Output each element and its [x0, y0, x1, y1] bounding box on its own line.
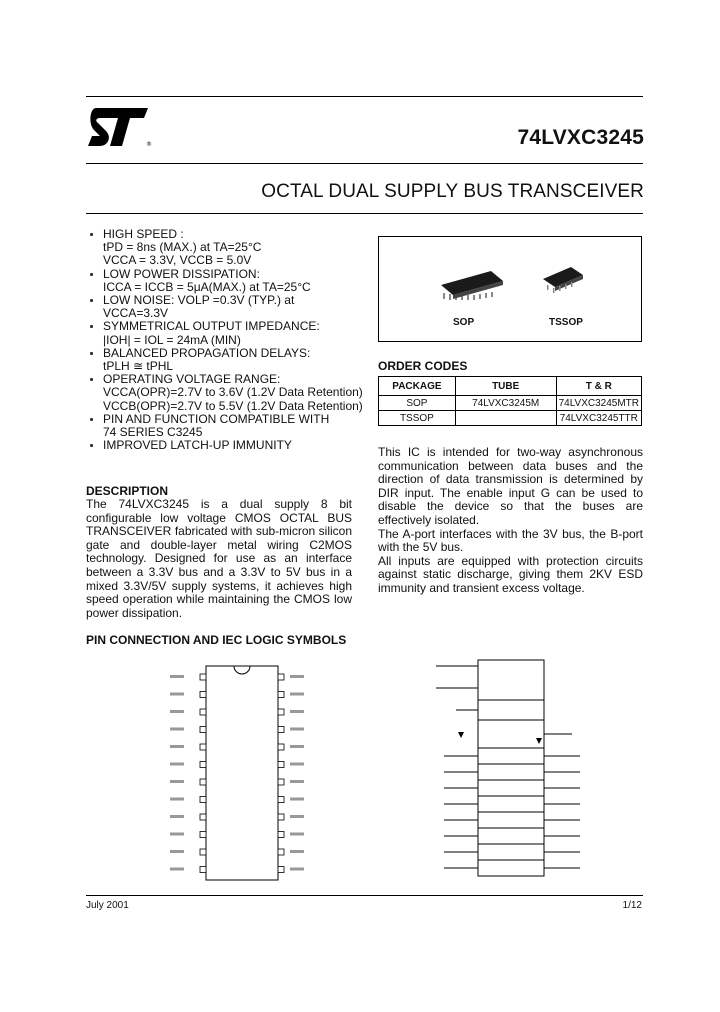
feature-list	[88, 228, 373, 452]
bullet-icon	[90, 444, 93, 447]
right-description	[378, 446, 643, 596]
pin-square	[278, 674, 284, 680]
feature-line: SYMMETRICAL OUTPUT IMPEDANCE:	[103, 319, 320, 334]
pin-square	[200, 762, 206, 768]
pin-label-mark	[290, 745, 304, 748]
st-logo	[86, 104, 154, 150]
pin-label-mark	[290, 728, 304, 731]
package-illustration	[378, 236, 642, 342]
description-heading: DESCRIPTION	[86, 484, 169, 498]
bullet-icon	[90, 352, 93, 355]
feature-line: LOW POWER DISSIPATION:	[103, 266, 260, 281]
pin-square	[200, 709, 206, 715]
feature-line: |IOH| = IOL = 24mA (MIN)	[103, 332, 241, 347]
feature-item	[88, 320, 373, 346]
pin-label-mark	[170, 710, 184, 713]
column-header: T & R	[556, 377, 641, 396]
feature-line: LOW NOISE: VOLP =0.3V (TYP.) at	[103, 293, 295, 308]
feature-line: tPLH ≅ tPHL	[103, 359, 174, 374]
pin-square	[200, 744, 206, 750]
pin-label-mark	[170, 868, 184, 871]
feature-item	[88, 268, 373, 294]
feature-line: VCCA = 3.3V, VCCB = 5.0V	[103, 253, 252, 268]
pin-square	[278, 692, 284, 698]
table-cell: TSSOP	[379, 411, 456, 426]
bullet-icon	[90, 233, 93, 236]
pin-label-mark	[170, 693, 184, 696]
svg-text:®: ®	[146, 141, 152, 148]
pin-square	[200, 779, 206, 785]
feature-line: VCCB(OPR)=2.7V to 5.5V (1.2V Data Retention)	[103, 398, 363, 413]
table-row	[379, 396, 642, 411]
pin-label-mark	[290, 780, 304, 783]
feature-line: OPERATING VOLTAGE RANGE:	[103, 372, 281, 387]
pin-label-mark	[170, 815, 184, 818]
pin-label-mark	[290, 763, 304, 766]
iec-row	[478, 764, 544, 780]
title-rule	[86, 163, 643, 164]
feature-item	[88, 439, 373, 452]
pin-label-mark	[290, 693, 304, 696]
pin-label-mark	[170, 798, 184, 801]
pin-label-mark	[170, 675, 184, 678]
pin-label-mark	[170, 850, 184, 853]
pin-square	[278, 867, 284, 873]
feature-item	[88, 413, 373, 439]
iec-row	[478, 780, 544, 796]
pin-square	[200, 674, 206, 680]
footer-date: July 2001	[86, 900, 129, 911]
pin-label-mark	[290, 833, 304, 836]
pin-square	[278, 779, 284, 785]
pin-label-mark	[170, 745, 184, 748]
feature-line: HIGH SPEED :	[103, 227, 184, 241]
pin-square	[278, 832, 284, 838]
table-cell: 74LVXC3245M	[455, 396, 556, 411]
feature-line: BALANCED PROPAGATION DELAYS:	[103, 345, 311, 360]
bullet-icon	[90, 273, 93, 276]
pin-square	[200, 849, 206, 855]
sop-label: SOP	[453, 317, 475, 328]
column-header: PACKAGE	[379, 377, 456, 396]
pin-square	[278, 744, 284, 750]
iec-row	[478, 844, 544, 860]
iec-row	[478, 812, 544, 828]
pin-square	[200, 832, 206, 838]
feature-item	[88, 228, 373, 268]
bullet-icon	[90, 378, 93, 381]
feature-item	[88, 294, 373, 320]
order-codes-table	[378, 376, 642, 426]
pin-label-mark	[290, 710, 304, 713]
paragraph: All inputs are equipped with protection circuits against static discharge, giving them 2KV ESD immunity and transient excess voltage.	[378, 553, 643, 595]
feature-item	[88, 347, 373, 373]
pin-square	[278, 762, 284, 768]
iec-row	[478, 860, 544, 876]
table-cell: 74LVXC3245TTR	[556, 411, 641, 426]
feature-line: PIN AND FUNCTION COMPATIBLE WITH	[103, 411, 330, 426]
bullet-icon	[90, 325, 93, 328]
header-rule	[86, 96, 643, 97]
table-cell: SOP	[379, 396, 456, 411]
pin-square	[278, 849, 284, 855]
description-text: The 74LVXC3245 is a dual supply 8 bit configurable low voltage CMOS OCTAL BUS TRANSCEIVER fabricated with sub-micron silicon gate and double-layer metal wiring C2MOS technology. Designed for use as an interface between a 3.3V bus and a 3.3V to 5V bus in a mixed 3.3V/5V supply systems, it achieves high speed operation while maintaining the CMOS low power dissipation.	[86, 497, 352, 620]
pin-label-mark	[170, 763, 184, 766]
bullet-icon	[90, 418, 93, 421]
tssop-package-image	[541, 263, 585, 295]
sop-package-image	[439, 267, 505, 301]
pin-label-mark	[170, 728, 184, 731]
table-row	[379, 411, 642, 426]
paragraph: The A-port interfaces with the 3V bus, the B-port with the 5V bus.	[378, 526, 643, 555]
pin-square	[200, 797, 206, 803]
pin-connection-heading: PIN CONNECTION AND IEC LOGIC SYMBOLS	[86, 633, 347, 647]
order-codes-heading: ORDER CODES	[378, 359, 468, 373]
feature-line: ICCA = ICCB = 5μA(MAX.) at TA=25°C	[103, 279, 311, 294]
pin-square	[200, 727, 206, 733]
pin-square	[200, 814, 206, 820]
table-cell: 74LVXC3245MTR	[556, 396, 641, 411]
bullet-icon	[90, 299, 93, 302]
subtitle-rule	[86, 213, 643, 214]
pin-connection-diagram	[160, 652, 600, 892]
pin-label-mark	[290, 850, 304, 853]
pin-square	[278, 727, 284, 733]
tssop-label: TSSOP	[549, 317, 583, 328]
feature-line: VCCA(OPR)=2.7V to 3.6V (1.2V Data Retention)	[103, 385, 363, 400]
pin-square	[200, 692, 206, 698]
column-header: TUBE	[455, 377, 556, 396]
pin-label-mark	[290, 798, 304, 801]
footer-rule	[86, 895, 643, 896]
feature-line: 74 SERIES C3245	[103, 425, 203, 440]
pin-label-mark	[290, 815, 304, 818]
pin-square	[278, 797, 284, 803]
feature-item	[88, 373, 373, 413]
iec-row	[478, 748, 544, 764]
part-number: 74LVXC3245	[517, 126, 644, 149]
feature-line: IMPROVED LATCH-UP IMMUNITY	[103, 438, 292, 453]
pin-label-mark	[170, 833, 184, 836]
pin-label-mark	[290, 868, 304, 871]
iec-row	[478, 796, 544, 812]
iec-row	[478, 828, 544, 844]
page-subtitle: OCTAL DUAL SUPPLY BUS TRANSCEIVER	[261, 181, 644, 202]
pin-label-mark	[170, 780, 184, 783]
pin-square	[278, 709, 284, 715]
paragraph: This IC is intended for two-way asynchronous communication between data buses and the direction of data transmission is determined by DIR input. The enable input G can be used to disable the device so that the buses are effectively isolated.	[378, 445, 643, 527]
pin-square	[278, 814, 284, 820]
page-number: 1/12	[622, 900, 642, 911]
pin-label-mark	[290, 675, 304, 678]
feature-line: tPD = 8ns (MAX.) at TA=25°C	[103, 240, 262, 255]
feature-line: VCCA=3.3V	[103, 306, 169, 321]
pin-square	[200, 867, 206, 873]
table-cell	[455, 411, 556, 426]
